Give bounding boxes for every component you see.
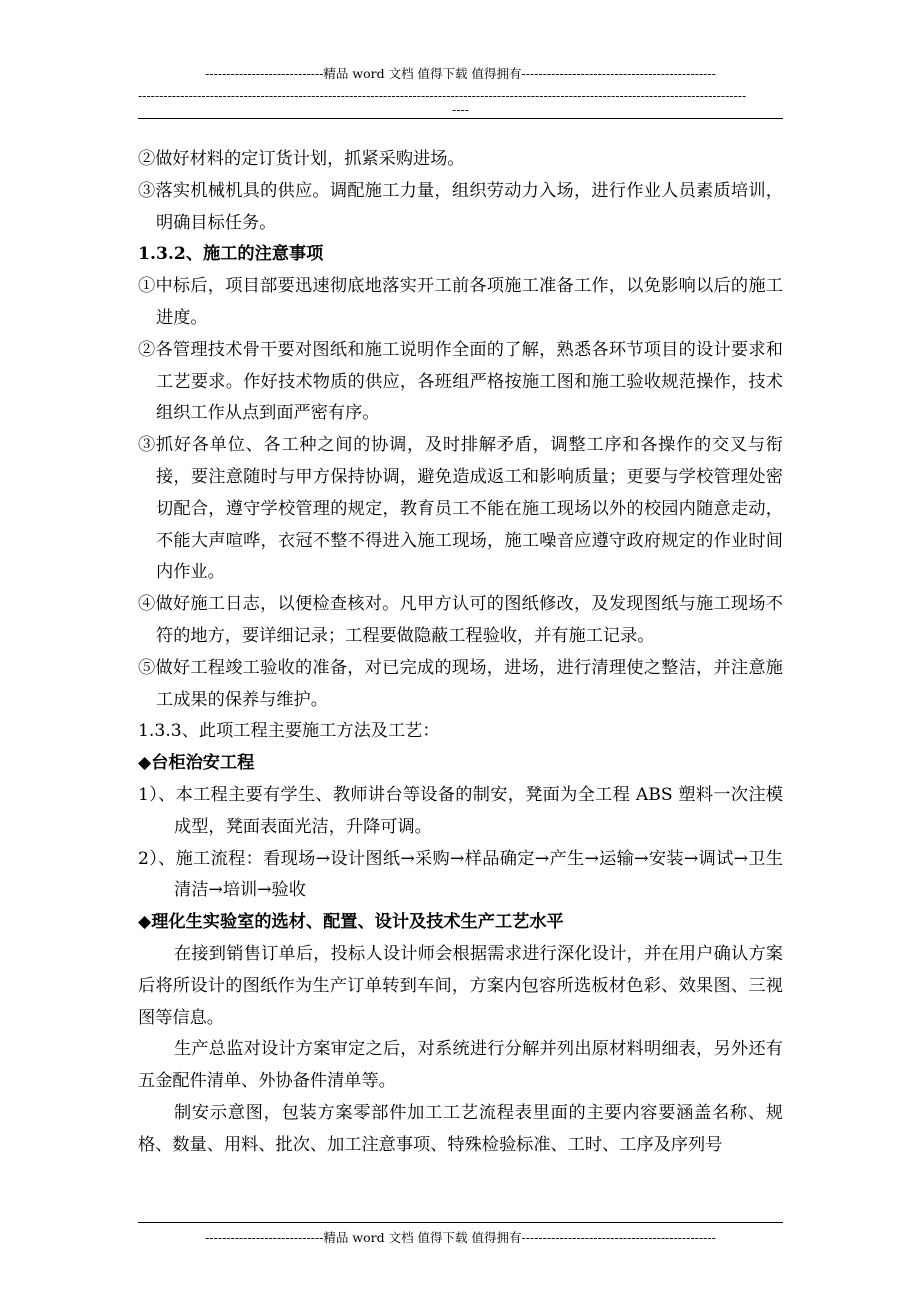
paragraph-note-5: ⑤做好工程竣工验收的准备，对已完成的现场，进场，进行清理使之整洁，并注意施工成果的保养与维护。 (138, 657, 783, 710)
document-body (138, 144, 783, 1162)
paragraph-item-2: 2）、施工流程：看现场→设计图纸→采购→样品确定→产生→运输→安装→调试→卫生清洁→培训→验收 (138, 848, 783, 901)
section-heading-1-3-2: 1.3.2、施工的注意事项 (138, 244, 324, 265)
subheading-lab-materials: ◆理化生实验室的选材、配置、设计及技术生产工艺水平 (138, 912, 564, 933)
page-footer-line: ----------------------------精品 word 文档 值得下载 值得拥有---------------------------------------------- (205, 1230, 716, 1245)
page-header-dash-line: ------------------------------------------------------------------------------------------------------------------------------------------------ (138, 88, 747, 103)
paragraph-machinery-supply: ③落实机械机具的供应。调配施工力量，组织劳动力入场，进行作业人员素质培训，明确目标任务。 (138, 180, 783, 233)
paragraph-production-review: 生产总监对设计方案审定之后，对系统进行分解并列出原材料明细表，另外还有五金配件清单、外协备件清单等。 (138, 1039, 783, 1092)
paragraph-material-plan: ②做好材料的定订货计划，抓紧采购进场。 (138, 149, 465, 169)
paragraph-item-1: 1）、本工程主要有学生、教师讲台等设备的制安，凳面为全工程 ABS 塑料一次注模成型，凳面表面光洁，升降可调。 (138, 784, 783, 837)
paragraph-note-1: ①中标后，项目部要迅速彻底地落实开工前各项施工准备工作，以免影响以后的施工进度。 (138, 276, 783, 328)
paragraph-process-chart: 制安示意图，包装方案零部件加工工艺流程表里面的主要内容要涵盖名称、规格、数量、用料、批次、加工注意事项、特殊检验标准、工时、工序及序列号 (138, 1102, 783, 1155)
paragraph-design-process: 在接到销售订单后，投标人设计师会根据需求进行深化设计，并在用户确认方案后将所设计的图纸作为生产订单转到车间，方案内包容所选板材色彩、效果图、三视图等信息。 (138, 943, 783, 1028)
paragraph-note-2: ②各管理技术骨干要对图纸和施工说明作全面的了解，熟悉各环节项目的设计要求和工艺要求。作好技术物质的供应，各班组严格按施工图和施工验收规范操作，技术组织工作从点到面严密有序。 (138, 339, 783, 424)
page-header-dash-tail: ---- (452, 102, 469, 117)
paragraph-note-3: ③抓好各单位、各工种之间的协调，及时排解矛盾，调整工序和各操作的交叉与衔接，要注意随时与甲方保持协调，避免造成返工和影响质量；更要与学校管理处密切配合，遵守学校管理的规定，教育员工不能在施工现场以外的校园内随意走动，不能大声喧哗，衣冠不整不得进入施工现场，施工噪音应遵守政府规定的作业时间内作业。 (138, 435, 783, 583)
paragraph-note-4: ④做好施工日志，以便检查核对。凡甲方认可的图纸修改，及发现图纸与施工现场不符的地方，要详细记录；工程要做隐蔽工程验收，并有施工记录。 (138, 594, 783, 646)
footer-rule (138, 1222, 783, 1223)
page-header-line: ----------------------------精品 word 文档 值得下载 值得拥有---------------------------------------------- (205, 66, 716, 81)
subheading-cabinet-works: ◆台柜治安工程 (138, 753, 255, 774)
header-rule (138, 118, 783, 119)
section-heading-1-3-3: 1.3.3、此项工程主要施工方法及工艺： (138, 721, 440, 742)
